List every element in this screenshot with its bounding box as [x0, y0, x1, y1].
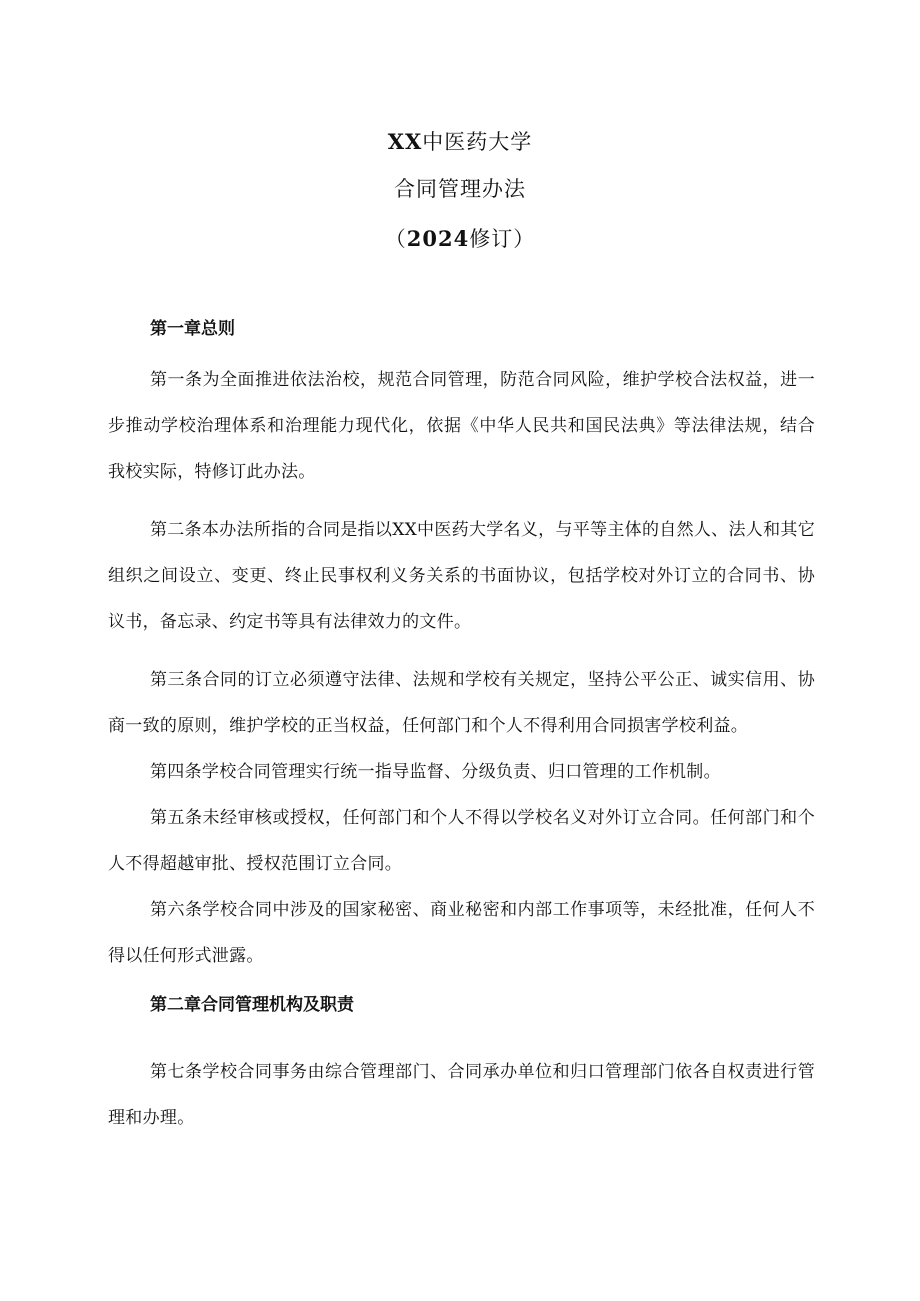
article-paragraph: 第五条未经审核或授权，任何部门和个人不得以学校名义对外订立合同。任何部门和个人不得超越审批、授权范围订立合同。: [108, 808, 815, 874]
chapter-heading: 第一章总则: [150, 319, 235, 339]
article-paragraph: 第一条为全面推进依法治校，规范合同管理，防范合同风险，维护学校合法权益，进一步推动学校治理体系和治理能力现代化，依据《中华人民共和国民法典》等法律法规，结合我校实际，特修订此办法。: [108, 370, 815, 482]
article-paragraph: 第四条学校合同管理实行统一指导监督、分级负责、归口管理的工作机制。: [150, 762, 721, 782]
document-body: [108, 315, 815, 1141]
chapter-heading: 第二章合同管理机构及职责: [150, 995, 354, 1015]
article-paragraph: 第二条本办法所指的合同是指以XX中医药大学名义，与平等主体的自然人、法人和其它组织之间设立、变更、终止民事权利义务关系的书面协议，包括学校对外订立的合同书、协议书，备忘录、约定书等具有法律效力的文件。: [108, 520, 815, 632]
title-main: 中医药大学: [422, 130, 533, 154]
article-paragraph: 第六条学校合同中涉及的国家秘密、商业秘密和内部工作事项等，未经批准，任何人不得以任何形式泄露。: [108, 900, 815, 966]
revision-open: （: [384, 227, 407, 251]
revision-note: [0, 225, 920, 253]
title-prefix: XX: [387, 129, 423, 154]
revision-text: 修订）: [469, 227, 536, 251]
document-title: [0, 128, 920, 156]
revision-year: 2024: [406, 226, 470, 251]
article-paragraph: 第三条合同的订立必须遵守法律、法规和学校有关规定，坚持公平公正、诚实信用、协商一致的原则，维护学校的正当权益，任何部门和个人不得利用合同损害学校利益。: [108, 670, 815, 736]
document-subtitle: 合同管理办法: [394, 177, 526, 201]
article-paragraph: 第七条学校合同事务由综合管理部门、合同承办单位和归口管理部门依各自权责进行管理和办理。: [108, 1062, 815, 1128]
